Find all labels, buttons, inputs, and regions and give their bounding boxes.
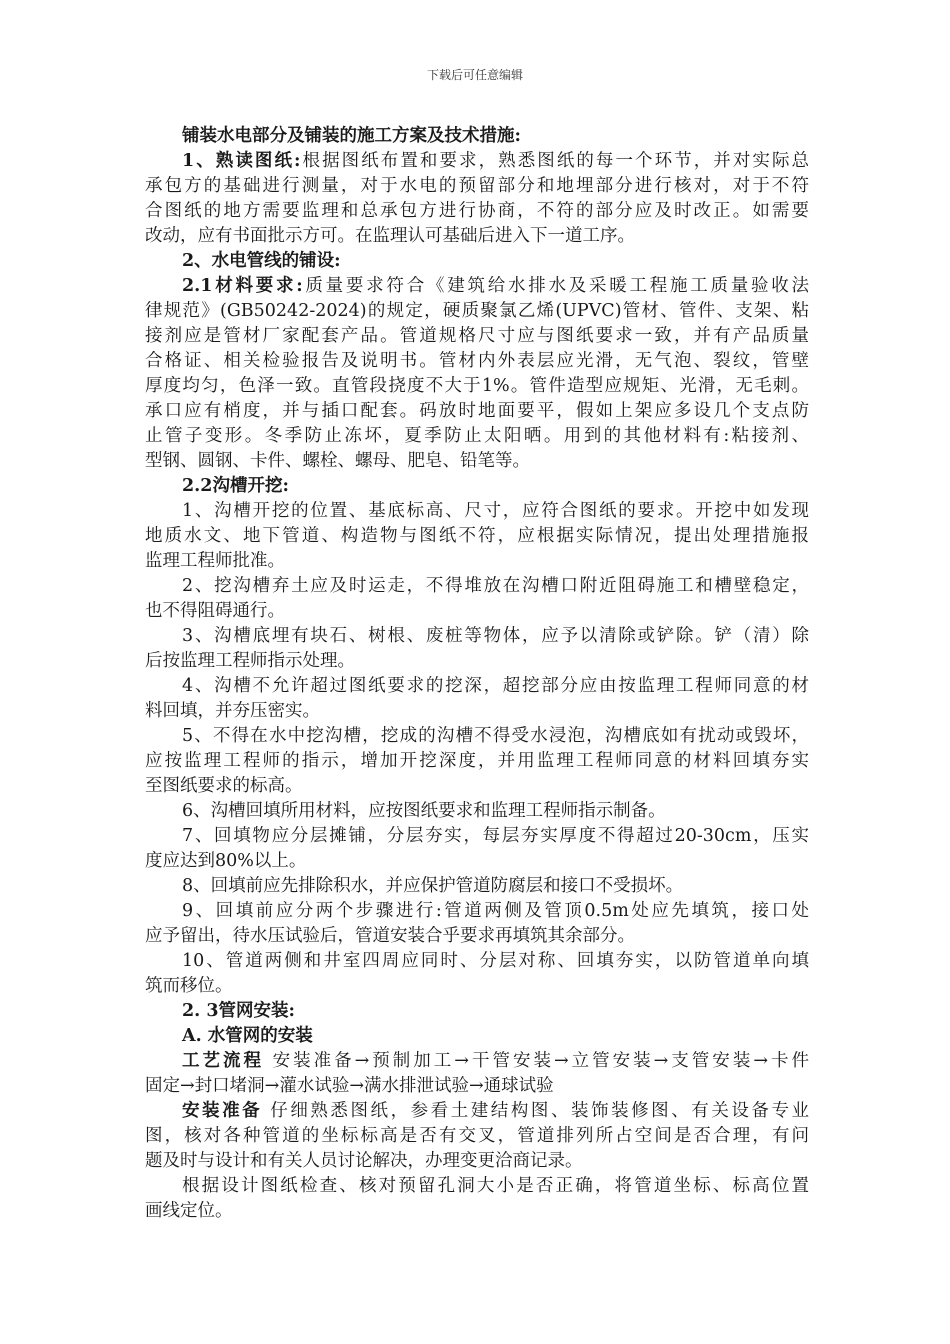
text-segment: 图，核对各种管道的坐标标高是否有交叉，管道排列所占空间是否合理，有问 xyxy=(145,1126,809,1146)
bold-text-segment: 安装准备 xyxy=(182,1101,263,1121)
text-line xyxy=(145,299,809,324)
text-line xyxy=(145,924,809,949)
text-line xyxy=(145,974,809,999)
text-segment: 止管子变形。冬季防止冻坏，夏季防止太阳晒。用到的其他材料有:粘接剂、 xyxy=(145,426,809,446)
text-line xyxy=(145,799,809,824)
text-segment: 安装准备→预制加工→干管安装→立管安装→支管安装→卡件 xyxy=(264,1051,809,1071)
text-line xyxy=(145,1074,809,1099)
text-line xyxy=(145,1099,809,1124)
text-segment: 合格证、相关检验报告及说明书。管材内外表层应光滑，无气泡、裂纹，管壁 xyxy=(145,351,809,371)
text-line xyxy=(145,249,809,274)
text-segment: 7、回填物应分层摊铺，分层夯实，每层夯实厚度不得超过20-30cm，压实 xyxy=(182,826,809,846)
text-segment: 改动，应有书面批示方可。在监理认可基础后进入下一道工序。 xyxy=(145,226,635,246)
text-line xyxy=(145,899,809,924)
text-segment: 合图纸的地方需要监理和总承包方进行协商，不符的部分应及时改正。如需要 xyxy=(145,201,809,221)
text-line xyxy=(145,549,809,574)
text-segment: 3、沟槽底埋有块石、树根、废桩等物体，应予以清除或铲除。铲（清）除 xyxy=(182,626,809,646)
text-segment: 仔细熟悉图纸，参看土建结构图、装饰装修图、有关设备专业 xyxy=(262,1101,809,1121)
text-segment: 也不得阻碍通行。 xyxy=(145,601,285,621)
text-segment: 监理工程师批准。 xyxy=(145,551,285,571)
text-segment: 接剂应是管材厂家配套产品。管道规格尺寸应与图纸要求一致，并有产品质量 xyxy=(145,326,809,346)
text-line xyxy=(145,624,809,649)
text-line xyxy=(145,424,809,449)
text-segment: 料回填，并夯压密实。 xyxy=(145,701,320,721)
text-line xyxy=(145,774,809,799)
text-line xyxy=(145,999,809,1024)
text-segment: 后按监理工程师指示处理。 xyxy=(145,651,355,671)
text-segment: 承口应有梢度，并与插口配套。码放时地面要平，假如上架应多设几个支点防 xyxy=(145,401,809,421)
text-line xyxy=(145,199,809,224)
text-segment: 8、回填前应先排除积水，并应保护管道防腐层和接口不受损坏。 xyxy=(182,876,684,896)
text-line xyxy=(145,1199,809,1224)
text-line xyxy=(145,1024,809,1049)
text-line xyxy=(145,1049,809,1074)
text-line xyxy=(145,399,809,424)
text-line xyxy=(145,1149,809,1174)
text-segment: 1、沟槽开挖的位置、基底标高、尺寸，应符合图纸的要求。开挖中如发现 xyxy=(182,501,809,521)
text-line xyxy=(145,349,809,374)
document-body xyxy=(145,124,809,1224)
text-line xyxy=(145,149,809,174)
text-segment: 承包方的基础进行测量，对于水电的预留部分和地埋部分进行核对，对于不符 xyxy=(145,176,809,196)
text-segment: 10、管道两侧和井室四周应同时、分层对称、回填夯实，以防管道单向填 xyxy=(182,951,809,971)
text-segment: 应予留出，待水压试验后，管道安装合乎要求再填筑其余部分。 xyxy=(145,926,635,946)
text-line xyxy=(145,324,809,349)
bold-text-segment: 2. 3管网安装: xyxy=(182,1001,295,1021)
bold-text-segment: 工艺流程 xyxy=(182,1051,265,1071)
text-line xyxy=(145,649,809,674)
text-line xyxy=(145,499,809,524)
text-line xyxy=(145,124,809,149)
text-segment: 6、沟槽回填所用材料，应按图纸要求和监理工程师指示制备。 xyxy=(182,801,666,821)
text-segment: 根据图纸布置和要求，熟悉图纸的每一个环节，并对实际总 xyxy=(300,151,809,171)
text-line xyxy=(145,724,809,749)
bold-text-segment: A. 水管网的安装 xyxy=(182,1026,313,1046)
text-line xyxy=(145,574,809,599)
text-line xyxy=(145,949,809,974)
text-line xyxy=(145,1124,809,1149)
text-segment: 9、回填前应分两个步骤进行:管道两侧及管顶0.5m处应先填筑，接口处 xyxy=(182,901,809,921)
text-line xyxy=(145,674,809,699)
page-header: 下载后可任意编辑 xyxy=(426,68,523,82)
text-segment: 度应达到80%以上。 xyxy=(145,851,307,871)
bold-text-segment: 2.1材料要求: xyxy=(182,276,303,296)
text-line xyxy=(145,699,809,724)
text-line xyxy=(145,449,809,474)
text-segment: 题及时与设计和有关人员讨论解决，办理变更洽商记录。 xyxy=(145,1151,583,1171)
text-line xyxy=(145,224,809,249)
bold-text-segment: 2.2沟槽开挖: xyxy=(182,476,289,496)
text-line xyxy=(145,524,809,549)
text-line xyxy=(145,374,809,399)
text-segment: 固定→封口堵洞→灌水试验→满水排泄试验→通球试验 xyxy=(145,1076,554,1096)
text-line xyxy=(145,849,809,874)
text-segment: 5、不得在水中挖沟槽，挖成的沟槽不得受水浸泡，沟槽底如有扰动或毁坏， xyxy=(182,726,809,746)
text-line xyxy=(145,474,809,499)
text-line xyxy=(145,174,809,199)
text-segment: 律规范》(GB50242-2024)的规定，硬质聚氯乙烯(UPVC)管材、管件、支架、粘 xyxy=(145,301,809,321)
text-segment: 应按监理工程师的指示，增加开挖深度，并用监理工程师同意的材料回填夯实 xyxy=(145,751,809,771)
text-line xyxy=(145,1174,809,1199)
text-segment: 至图纸要求的标高。 xyxy=(145,776,303,796)
text-line xyxy=(145,824,809,849)
text-segment: 2、挖沟槽弃土应及时运走，不得堆放在沟槽口附近阻碍施工和槽壁稳定， xyxy=(182,576,809,596)
bold-text-segment: 铺装水电部分及铺装的施工方案及技术措施: xyxy=(182,126,521,146)
text-segment: 4、沟槽不允许超过图纸要求的挖深，超挖部分应由按监理工程师同意的材 xyxy=(182,676,809,696)
text-line xyxy=(145,874,809,899)
text-segment: 地质水文、地下管道、构造物与图纸不符，应根据实际情况，提出处理措施报 xyxy=(145,526,809,546)
text-segment: 画线定位。 xyxy=(145,1201,233,1221)
text-segment: 厚度均匀，色泽一致。直管段挠度不大于1%。管件造型应规矩、光滑，无毛刺。 xyxy=(145,376,809,396)
text-segment: 型钢、圆钢、卡件、螺栓、螺母、肥皂、铅笔等。 xyxy=(145,451,530,471)
text-segment: 根据设计图纸检查、核对预留孔洞大小是否正确，将管道坐标、标高位置 xyxy=(182,1176,809,1196)
text-segment: 质量要求符合《建筑给水排水及采暖工程施工质量验收法 xyxy=(302,276,809,296)
text-line xyxy=(145,599,809,624)
bold-text-segment: 2、水电管线的铺设: xyxy=(182,251,341,271)
bold-text-segment: 1、熟读图纸: xyxy=(182,151,301,171)
text-line xyxy=(145,749,809,774)
text-segment: 筑而移位。 xyxy=(145,976,233,996)
text-line xyxy=(145,274,809,299)
